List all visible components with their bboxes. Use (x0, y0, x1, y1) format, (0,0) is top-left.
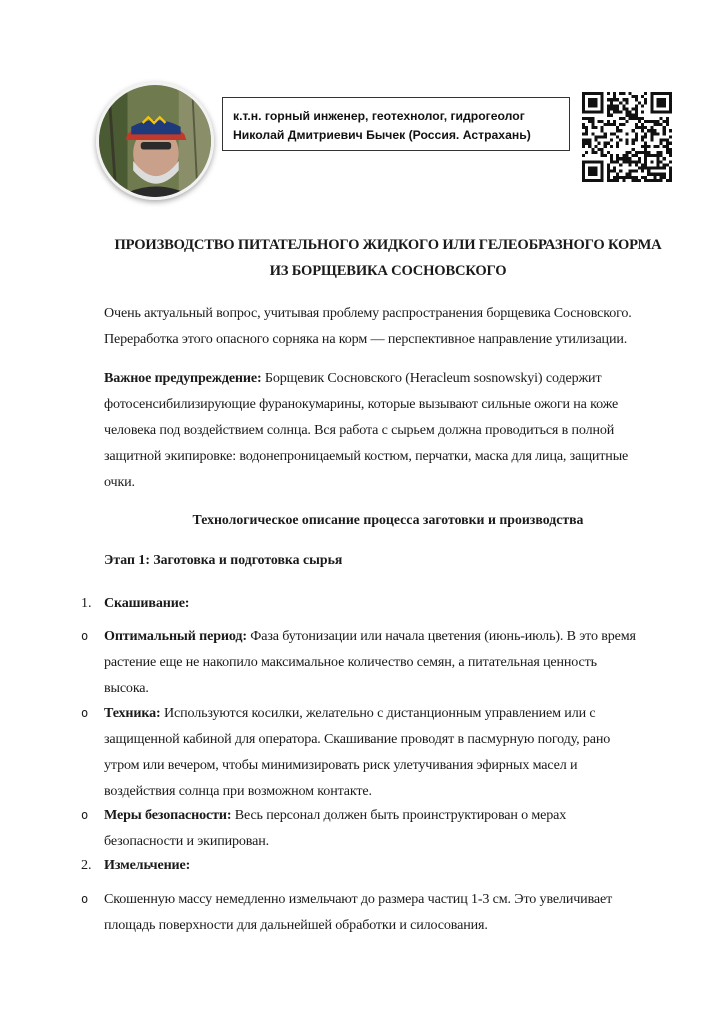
bullet-safety-line-2: безопасности и экипирован. (104, 833, 269, 849)
bullet-optimal-period-line-3: высока. (104, 680, 149, 696)
author-photo-icon (99, 85, 211, 197)
document-title (60, 232, 716, 284)
bullet-optimal-period-label: Оптимальный период: (104, 628, 247, 644)
warning-line-3: человека под воздействием солнца. Вся работа с сырьем должна проводиться в полной (104, 422, 615, 438)
author-credentials: к.т.н. горный инженер, геотехнолог, гидрогеолог (233, 109, 525, 123)
section-heading: Технологическое описание процесса заготовки и производства (192, 512, 584, 527)
stage-1-heading: Этап 1: Заготовка и подготовка сырья (104, 552, 343, 567)
bullet-optimal-period-line-1: Фаза бутонизации или начала цветения (июнь-июль). В это время (246, 628, 636, 644)
author-info-box (222, 97, 570, 151)
author-photo (96, 82, 214, 200)
list-item-2 (104, 852, 694, 878)
bullet-marker: o (81, 706, 89, 720)
bullet-chopping (104, 886, 694, 938)
bullet-safety-line-1: Весь персонал должен быть проинструктирован о мерах (231, 807, 567, 823)
list-number-1: 1. (81, 595, 92, 611)
page-header (0, 0, 724, 200)
bullet-technique-line-3: утром или вечером, чтобы минимизировать риск улетучивания эфирных масел и (104, 757, 578, 773)
author-name: Николай Дмитриевич Бычек (Россия. Астрахань) (233, 128, 531, 142)
warning-line-4: защитной экипировке: водонепроницаемый костюм, перчатки, маска для лица, защитные (104, 448, 629, 464)
warning-line-1: Борщевик Сосновского (Heracleum sosnowskyi) содержит (261, 370, 602, 386)
title-line-2: ИЗ БОРЩЕВИКА СОСНОВСКОГО (269, 263, 507, 279)
list-item-2-label: Измельчение: (104, 857, 191, 873)
intro-paragraph (104, 300, 694, 352)
bullet-technique-line-2: защищенной кабиной для оператора. Скашивание проводят в пасмурную погоду, рано (104, 731, 611, 747)
list-item-1 (104, 590, 694, 616)
bullet-marker: o (81, 629, 89, 643)
bullet-chopping-line-2: площадь поверхности для дальнейшей обработки и силосования. (104, 917, 488, 933)
bullet-technique (104, 700, 694, 804)
bullet-marker: o (81, 808, 89, 822)
bullet-technique-label: Техника: (104, 705, 161, 721)
bullet-safety-label: Меры безопасности: (104, 807, 232, 823)
list-item-1-label: Скашивание: (104, 595, 190, 611)
bullet-marker: o (81, 892, 89, 906)
bullet-chopping-line-1: Скошенную массу немедленно измельчают до размера частиц 1-3 см. Это увеличивает (104, 891, 613, 907)
bullet-optimal-period (104, 623, 694, 701)
qr-code[interactable] (582, 92, 672, 182)
intro-line-2: Переработка этого опасного сорняка на корм — перспективное направление утилизации. (104, 331, 628, 347)
bullet-safety (104, 802, 694, 854)
bullet-technique-line-1: Используются косилки, желательно с дистанционным управлением или с (160, 705, 596, 721)
bullet-optimal-period-line-2: растение еще не накопило максимальное количество семян, а питательная ценность (104, 654, 597, 670)
warning-paragraph (104, 365, 694, 495)
bullet-technique-line-4: воздействия солнца при возможном контакте. (104, 783, 372, 799)
intro-line-1: Очень актуальный вопрос, учитывая проблему распространения борщевика Сосновского. (104, 305, 632, 321)
warning-line-2: фотосенсибилизирующие фуранокумарины, которые вызывают сильные ожоги на коже (104, 396, 619, 412)
warning-label: Важное предупреждение: (104, 370, 262, 386)
title-line-1: ПРОИЗВОДСТВО ПИТАТЕЛЬНОГО ЖИДКОГО ИЛИ ГЕЛЕОБРАЗНОГО КОРМА (114, 237, 662, 253)
qr-code-icon (582, 92, 672, 182)
warning-line-5: очки. (104, 474, 135, 490)
list-number-2: 2. (81, 857, 92, 873)
